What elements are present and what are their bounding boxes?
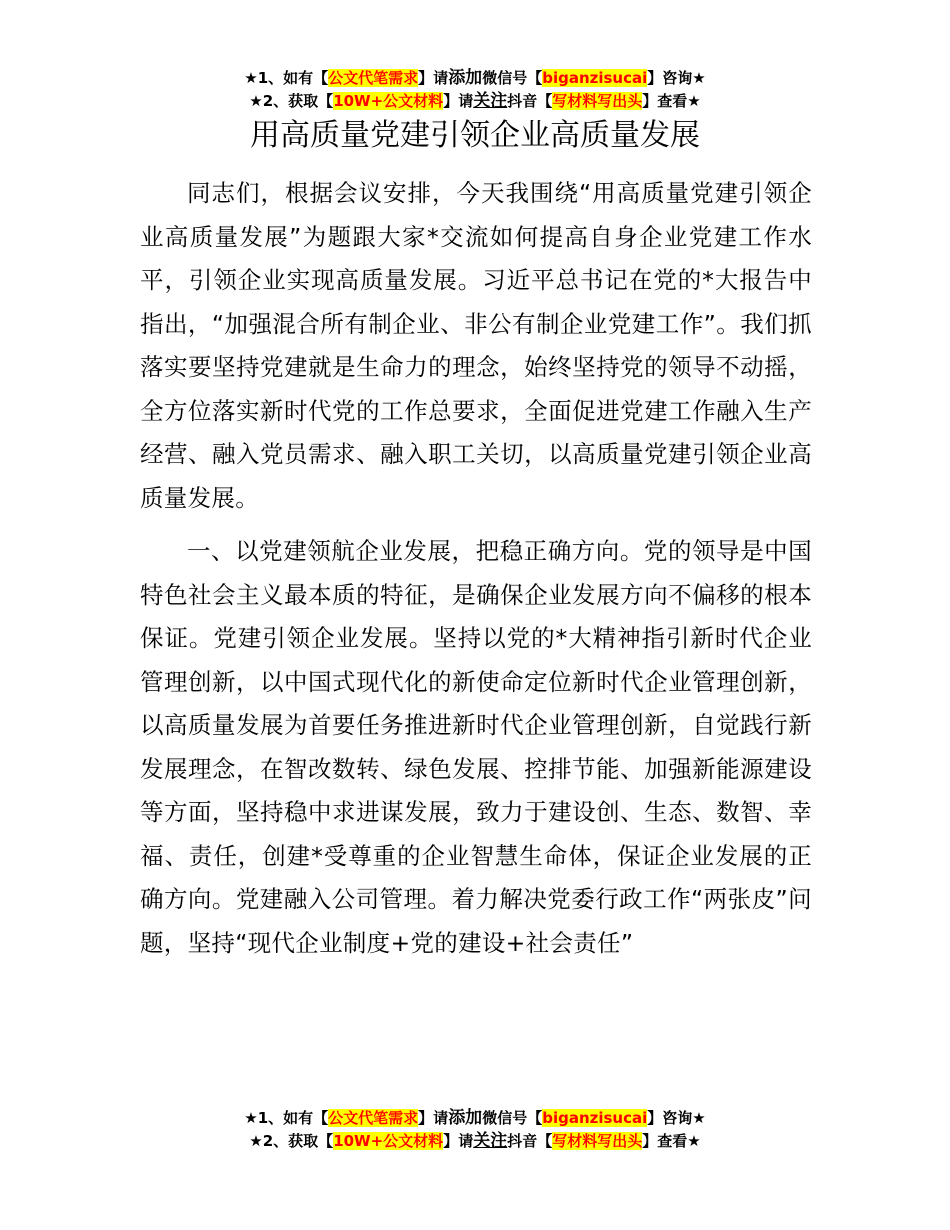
header-notice xyxy=(0,67,950,113)
paragraph-intro: 同志们，根据会议安排，今天我围绕“用高质量党建引领企业高质量发展”为题跟大家*交流如何提高自身企业党建工作水平，引领企业实现高质量发展。习近平总书记在党的*大报告中指出，“加强混合所有制企业、非公有制企业党建工作”。我们抓落实要坚持党建就是生命力的理念，始终坚持党的领导不动摇，全方位落实新时代党的工作总要求，全面促进党建工作融入生产经营、融入党员需求、融入职工关切，以高质量党建引领企业高质量发展。 xyxy=(140,179,812,512)
notice-line-2: ★2、获取【10W+公文材料】请关注抖音【写材料写出头】查看★ xyxy=(249,91,701,111)
notice-line-1: ★1、如有【公文代笔需求】请添加微信号【biganzisucai】咨询★ xyxy=(244,1108,706,1128)
notice-line-1: ★1、如有【公文代笔需求】请添加微信号【biganzisucai】咨询★ xyxy=(244,68,706,88)
highlight-materials: 10W+公文材料 xyxy=(333,92,444,110)
highlight-wechat-id: biganzisucai xyxy=(542,1109,648,1127)
document-title: 用高质量党建引领企业高质量发展 xyxy=(250,118,700,153)
highlight-materials: 10W+公文材料 xyxy=(333,1132,444,1150)
notice-line-2: ★2、获取【10W+公文材料】请关注抖音【写材料写出头】查看★ xyxy=(249,1131,701,1151)
highlight-douyin-account: 写材料写出头 xyxy=(552,92,643,110)
highlight-service: 公文代笔需求 xyxy=(328,69,419,87)
document-body xyxy=(140,172,812,965)
highlight-wechat-id: biganzisucai xyxy=(542,69,648,87)
footer-notice xyxy=(0,1107,950,1153)
paragraph-section-1: 一、以党建领航企业发展，把稳正确方向。党的领导是中国特色社会主义最本质的特征，是确保企业发展方向不偏移的根本保证。党建引领企业发展。坚持以党的*大精神指引新时代企业管理创新，以中国式现代化的新使命定位新时代企业管理创新，以高质量发展为首要任务推进新时代企业管理创新，自觉践行新发展理念，在智改数转、绿色发展、控排节能、加强新能源建设等方面，坚持稳中求进谋发展，致力于建设创、生态、数智、幸福、责任，创建*受尊重的企业智慧生命体，保证企业发展的正确方向。党建融入公司管理。着力解决党委行政工作“两张皮”问题，坚持“现代企业制度+党的建设+社会责任” xyxy=(140,537,812,957)
highlight-douyin-account: 写材料写出头 xyxy=(552,1132,643,1150)
highlight-service: 公文代笔需求 xyxy=(328,1109,419,1127)
